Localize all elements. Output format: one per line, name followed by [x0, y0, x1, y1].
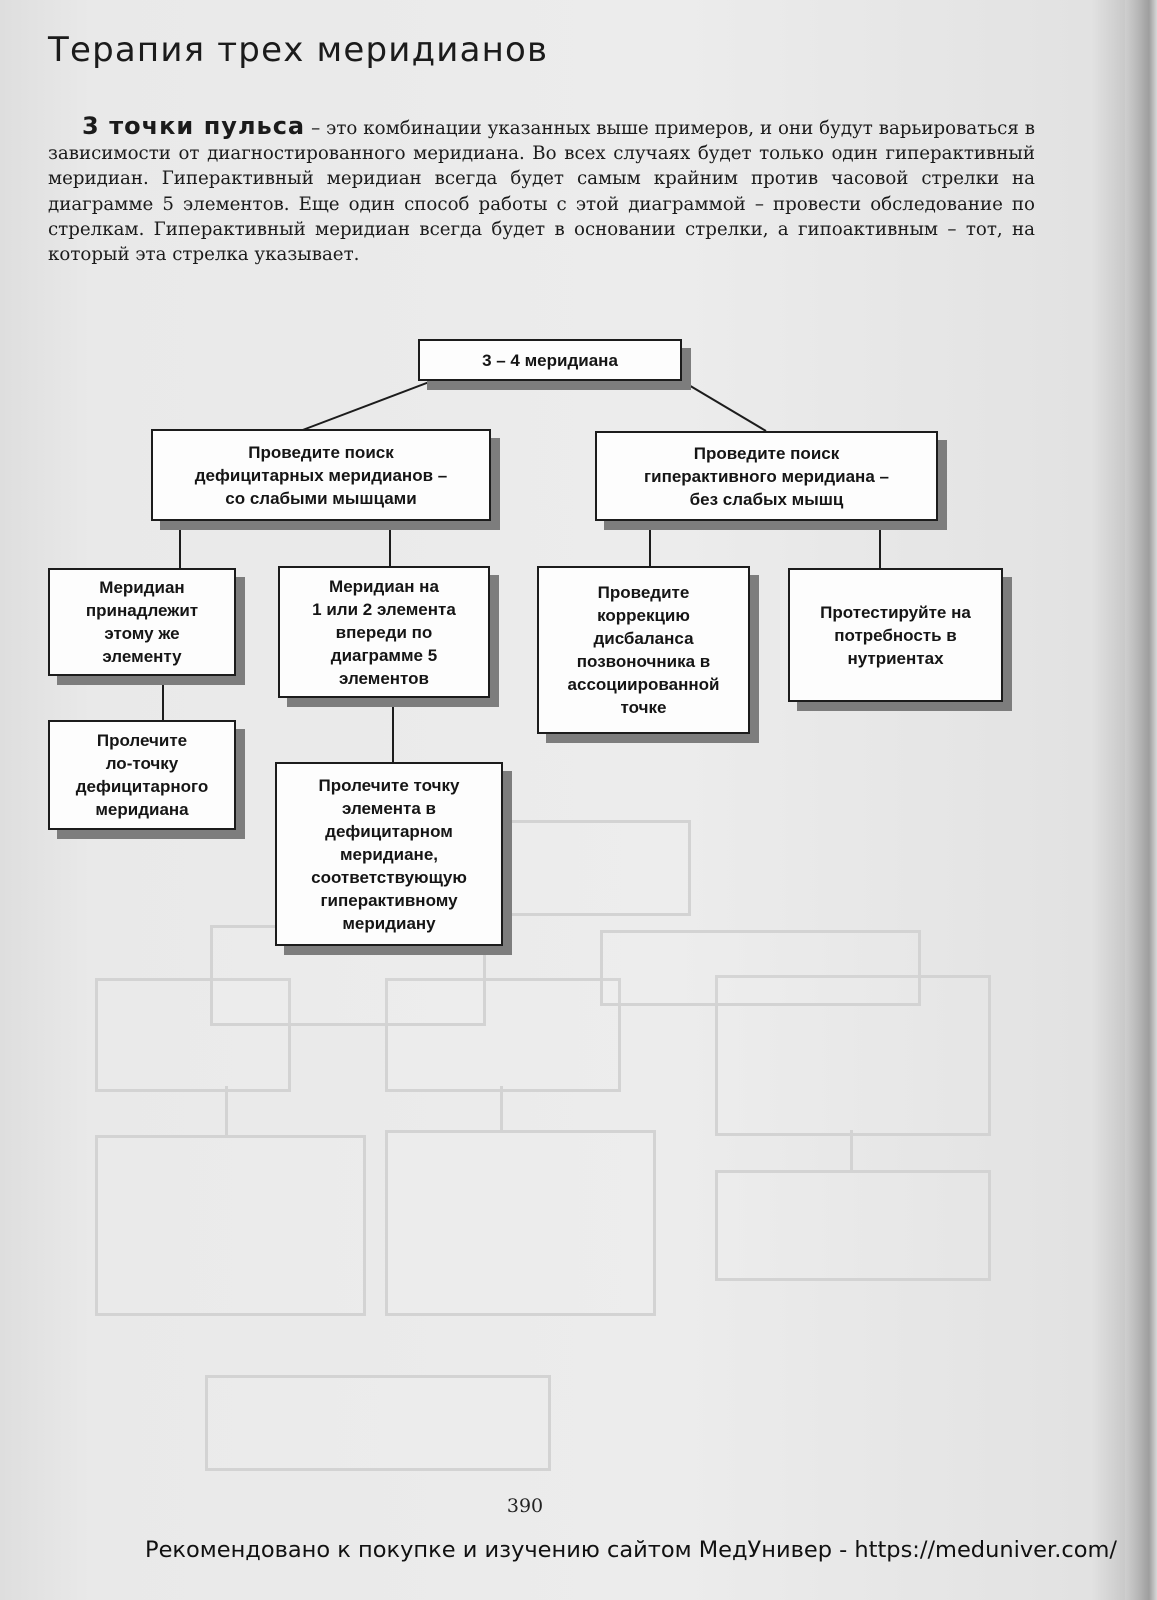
node-nutrients-test: Протестируйте на потребность в нутриентах — [788, 568, 1003, 702]
connector-root-left — [300, 381, 432, 431]
footer-recommendation: Рекомендовано к покупке и изучению сайтом МедУнивер - https://meduniver.com/ — [145, 1537, 1117, 1563]
page-edge — [1125, 0, 1157, 1600]
node-hyperactive-search: Проведите поиск гиперактивного меридиана – без слабых мышц — [595, 431, 938, 521]
node-deficient-search: Проведите поиск дефицитарных меридианов – со слабыми мышцами — [151, 429, 491, 521]
node-same-element: Меридиан принадлежит этому же элементу — [48, 568, 236, 676]
node-root: 3 – 4 меридиана — [418, 339, 682, 381]
node-ahead-element: Меридиан на 1 или 2 элемента впереди по диаграмме 5 элементов — [278, 566, 490, 698]
node-spine-correction: Проведите коррекцию дисбаланса позвоночника в ассоциированной точке — [537, 566, 750, 734]
node-element-point: Пролечите точку элемента в дефицитарном меридиане, соответствующую гиперактивному меридиану — [275, 762, 503, 946]
page-title: Терапия трех меридианов — [48, 30, 549, 70]
connector-root-right — [682, 381, 766, 431]
page-number: 390 — [506, 1495, 544, 1517]
paragraph-text: – это комбинации указанных выше примеров, и они будут варьироваться в зависимости от диагностированного меридиана. Во всех случаях будет только один гиперактивный меридиан. Гиперактивный меридиан всегда будет самым крайним против часовой стрелки на диаграмме 5 элементов. Еще один способ работы с этой диаграммой – провести обследование по стрелкам. Гиперактивный меридиан всегда будет в основании стрелки, а гипоактивным – тот, на который эта стрелка указывает. — [48, 118, 1035, 266]
node-lo-point: Пролечите ло-точку дефицитарного меридиана — [48, 720, 236, 830]
lead-term: 3 точки пульса — [82, 112, 306, 140]
